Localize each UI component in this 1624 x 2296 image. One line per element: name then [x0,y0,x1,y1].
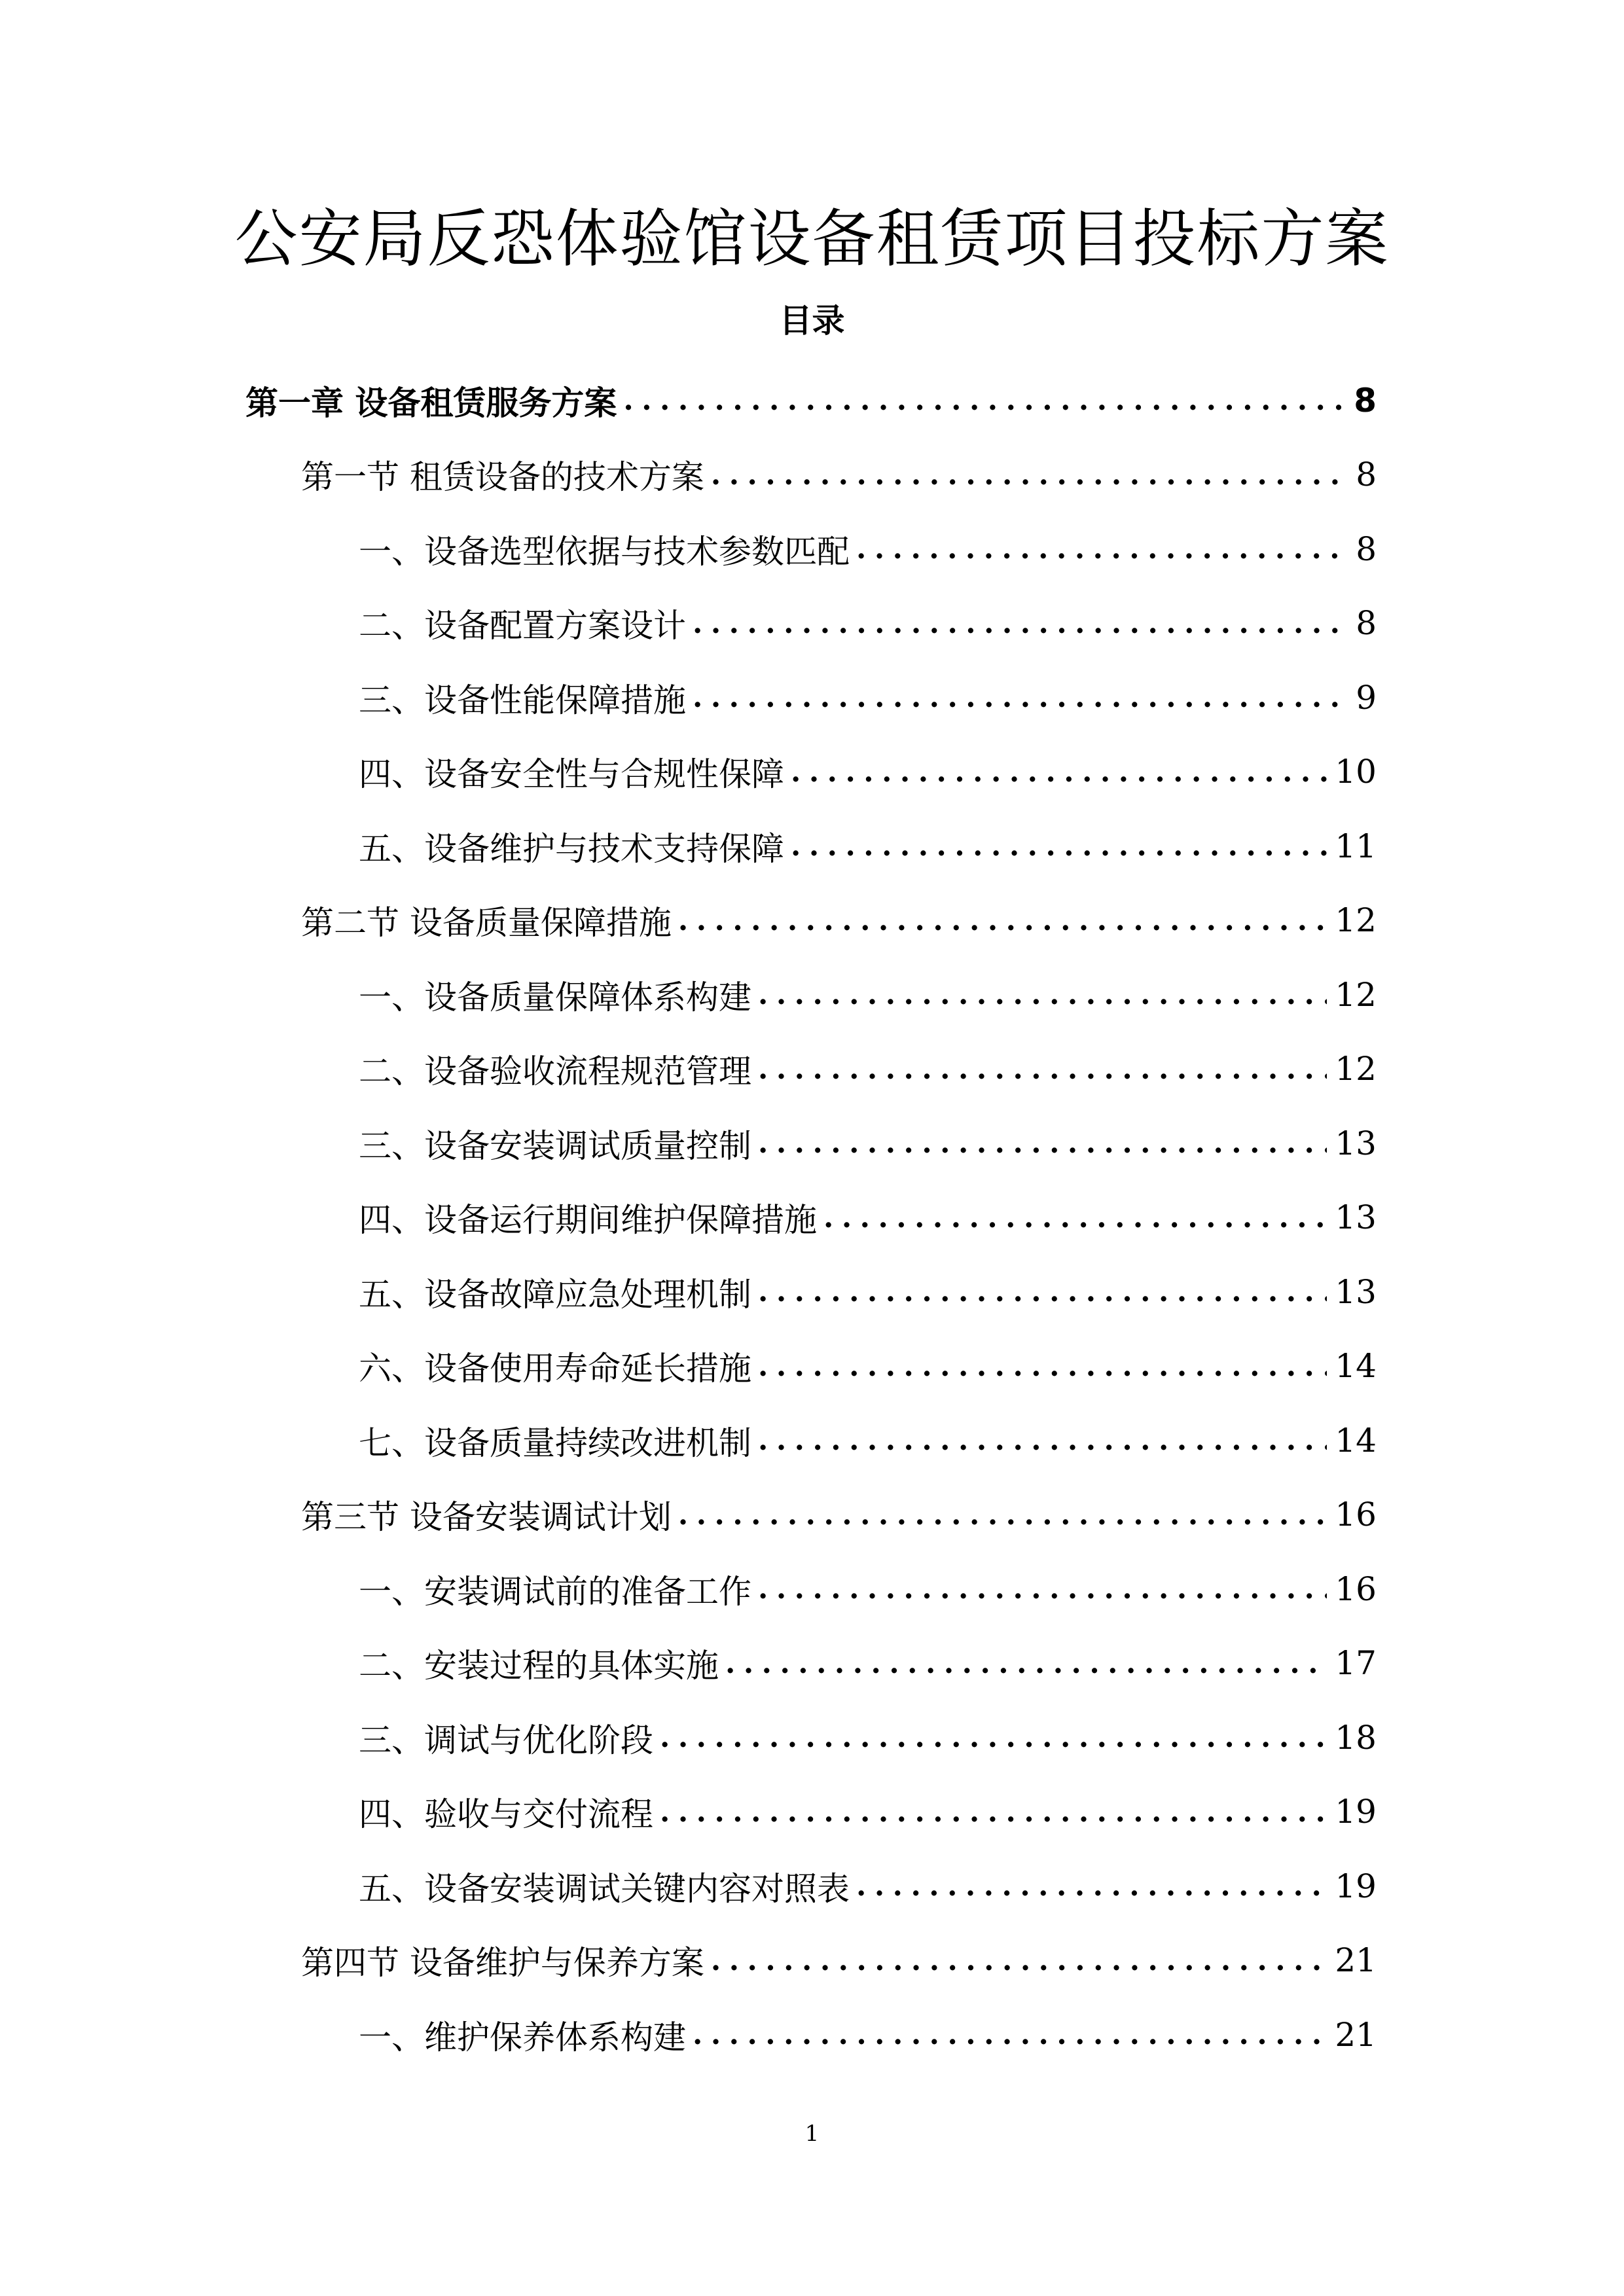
toc-entry-page: 21 [1335,2015,1377,2054]
toc-entry[interactable] [0,735,1624,810]
toc-entry-label: 二、设备验收流程规范管理 [359,1052,751,1091]
toc-entry-page: 8 [1354,381,1377,420]
toc-dot-leader [856,1869,1327,1903]
toc-entry-page: 19 [1335,1867,1377,1905]
toc-entry[interactable] [0,1924,1624,1998]
toc-entry[interactable] [0,1626,1624,1701]
toc-dot-leader [823,1201,1327,1234]
toc-entry[interactable] [0,1106,1624,1181]
toc-entry-label: 一、安装调试前的准备工作 [359,1572,751,1611]
toc-entry-page: 16 [1335,1570,1377,1608]
toc-entry-page: 12 [1335,975,1377,1014]
toc-dot-leader [856,532,1348,565]
toc-dot-leader [711,1944,1327,1977]
toc-entry[interactable] [0,958,1624,1032]
toc-entry-page: 17 [1335,1644,1377,1683]
toc-entry-label: 一、设备选型依据与技术参数匹配 [359,532,850,571]
toc-entry[interactable] [0,1552,1624,1626]
toc-entry-label: 五、设备维护与技术支持保障 [359,829,784,868]
toc-entry-label: 六、设备使用寿命延长措施 [359,1350,751,1388]
toc-entry[interactable] [0,1032,1624,1107]
toc-entry-page: 21 [1335,1941,1377,1980]
toc-entry-page: 14 [1335,1421,1377,1460]
table-of-contents [0,363,1624,2072]
toc-entry[interactable] [0,1700,1624,1775]
toc-dot-leader [725,1647,1327,1680]
toc-entry-label: 一、维护保养体系构建 [359,2018,686,2056]
toc-dot-leader [693,2018,1327,2051]
toc-entry-label: 三、设备安装调试质量控制 [359,1126,751,1165]
toc-dot-leader [791,829,1327,863]
toc-entry-page: 8 [1356,529,1377,568]
toc-entry[interactable] [0,1775,1624,1850]
page-number: 1 [804,2121,820,2147]
toc-entry[interactable] [0,586,1624,661]
toc-entry-page: 12 [1335,1050,1377,1088]
toc-entry[interactable] [0,809,1624,884]
toc-entry-label: 四、设备安全性与合规性保障 [359,755,784,794]
toc-entry-page: 19 [1335,1793,1377,1831]
toc-entry[interactable] [0,438,1624,512]
toc-entry[interactable] [0,1255,1624,1329]
toc-entry-page: 9 [1356,678,1377,717]
toc-entry-page: 13 [1335,1198,1377,1237]
toc-entry-page: 13 [1335,1124,1377,1162]
toc-entry-label: 四、设备运行期间维护保障措施 [359,1201,817,1240]
toc-entry-page: 14 [1335,1347,1377,1386]
toc-entry[interactable] [0,363,1624,438]
toc-entry-label: 四、验收与交付流程 [359,1795,653,1834]
toc-dot-leader [758,1052,1327,1086]
toc-dot-leader [623,384,1346,417]
toc-entry-label: 第三节 设备安装调试计划 [301,1498,672,1537]
toc-entry[interactable] [0,1181,1624,1255]
toc-entry[interactable] [0,1849,1624,1924]
toc-dot-leader [758,1275,1327,1308]
toc-entry-page: 13 [1335,1272,1377,1311]
toc-dot-leader [660,1795,1327,1829]
toc-entry-label: 第一章 设备租赁服务方案 [245,384,617,422]
toc-dot-leader [660,1721,1327,1754]
toc-entry-page: 8 [1356,456,1377,494]
toc-entry[interactable] [0,1403,1624,1478]
toc-entry[interactable] [0,1329,1624,1404]
toc-entry[interactable] [0,1998,1624,2072]
toc-dot-leader [711,458,1348,492]
toc-entry-label: 二、设备配置方案设计 [359,607,686,645]
toc-dot-leader [791,755,1327,789]
toc-entry-label: 三、调试与优化阶段 [359,1721,653,1759]
toc-entry[interactable] [0,1478,1624,1552]
toc-entry-page: 10 [1335,753,1377,791]
toc-entry[interactable] [0,512,1624,586]
toc-dot-leader [693,681,1348,714]
toc-entry-label: 三、设备性能保障措施 [359,681,686,719]
toc-dot-leader [758,1572,1327,1605]
toc-entry-label: 五、设备安装调试关键内容对照表 [359,1869,850,1908]
toc-dot-leader [758,1424,1327,1457]
toc-entry-label: 一、设备质量保障体系构建 [359,978,751,1016]
toc-dot-leader [758,978,1327,1011]
document-title: 公安局反恐体验馆设备租赁项目投标方案 [234,202,1390,276]
toc-entry-page: 12 [1335,901,1377,940]
toc-entry-label: 五、设备故障应急处理机制 [359,1275,751,1314]
toc-entry-page: 8 [1356,604,1377,643]
toc-entry[interactable] [0,660,1624,735]
toc-heading: 目录 [779,302,845,340]
toc-dot-leader [693,607,1348,640]
toc-dot-leader [678,904,1327,937]
toc-entry-page: 18 [1335,1718,1377,1757]
toc-entry-label: 第二节 设备质量保障措施 [301,904,672,942]
toc-entry-label: 第一节 租赁设备的技术方案 [301,458,704,497]
toc-dot-leader [678,1498,1327,1532]
toc-dot-leader [758,1126,1327,1160]
toc-dot-leader [758,1350,1327,1383]
toc-entry-label: 七、设备质量持续改进机制 [359,1424,751,1462]
toc-entry-label: 第四节 设备维护与保养方案 [301,1944,704,1982]
toc-entry-page: 11 [1335,827,1377,865]
toc-entry[interactable] [0,884,1624,958]
toc-entry-page: 16 [1335,1496,1377,1534]
toc-entry-label: 二、安装过程的具体实施 [359,1647,719,1685]
